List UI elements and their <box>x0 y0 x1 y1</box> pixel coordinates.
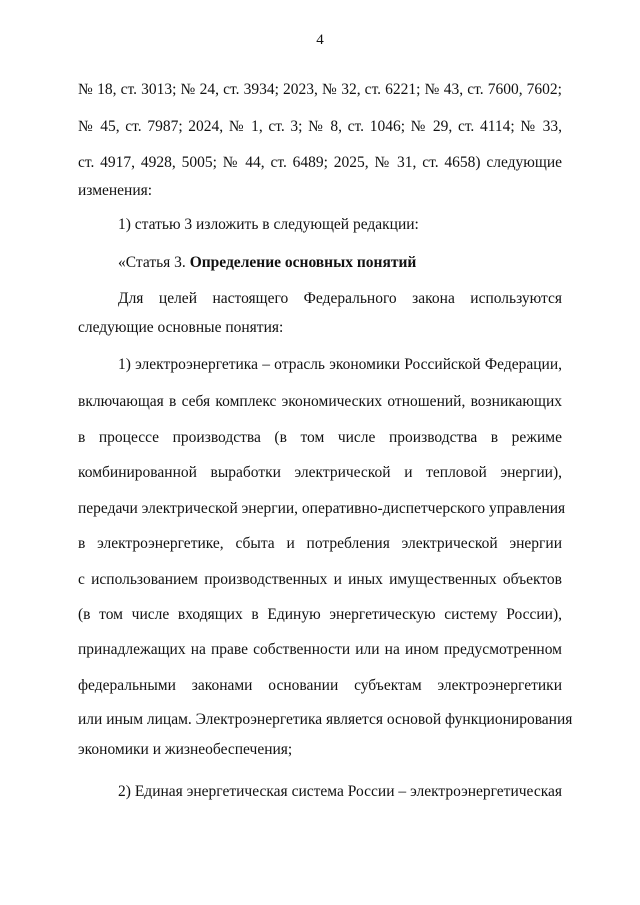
text-line: передачи электрической энергии, оперативно-диспетчерского управления <box>78 500 566 517</box>
text-line: федеральными законами основании субъектам электроэнергетики <box>78 677 562 694</box>
text-line: следующие основные понятия: <box>78 319 284 336</box>
text-line: № 45, ст. 7987; 2024, № 1, ст. 3; № 8, ст. 1046; № 29, ст. 4114; № 33, <box>78 118 562 135</box>
article-heading <box>118 253 562 273</box>
text-line: ст. 4917, 4928, 5005; № 44, ст. 6489; 2025, № 31, ст. 4658) следующие <box>78 154 562 171</box>
text-line: в процессе производства (в том числе производства в режиме <box>78 429 562 446</box>
article-heading-title: Определение основных понятий <box>189 254 417 271</box>
text-line: включающая в себя комплекс экономических отношений, возникающих <box>78 393 562 410</box>
article-heading-prefix: «Статья 3. <box>118 254 190 271</box>
text-line: с использованием производственных и иных имущественных объектов <box>78 571 562 588</box>
text-line: комбинированной выработки электрической и тепловой энергии), <box>78 464 562 481</box>
text-line: 2) Единая энергетическая система России – электроэнергетическая <box>118 783 562 800</box>
text-line: в электроэнергетике, сбыта и потребления электрической энергии <box>78 535 562 552</box>
text-line: экономики и жизнеобеспечения; <box>78 741 293 758</box>
text-line: принадлежащих на праве собственности или на ином предусмотренном <box>78 641 562 658</box>
text-line: (в том числе входящих в Единую энергетическую систему России), <box>78 606 562 623</box>
text-line: 1) статью 3 изложить в следующей редакции: <box>118 216 419 233</box>
text-line: или иным лицам. Электроэнергетика является основой функционирования <box>78 711 573 728</box>
page-number: 4 <box>316 32 324 48</box>
text-line: 1) электроэнергетика – отрасль экономики Российской Федерации, <box>118 356 562 373</box>
text-line: Для целей настоящего Федерального закона используются <box>118 290 562 307</box>
text-line: изменения: <box>78 182 153 199</box>
text-line: № 18, ст. 3013; № 24, ст. 3934; 2023, № 32, ст. 6221; № 43, ст. 7600, 7602; <box>78 81 562 98</box>
